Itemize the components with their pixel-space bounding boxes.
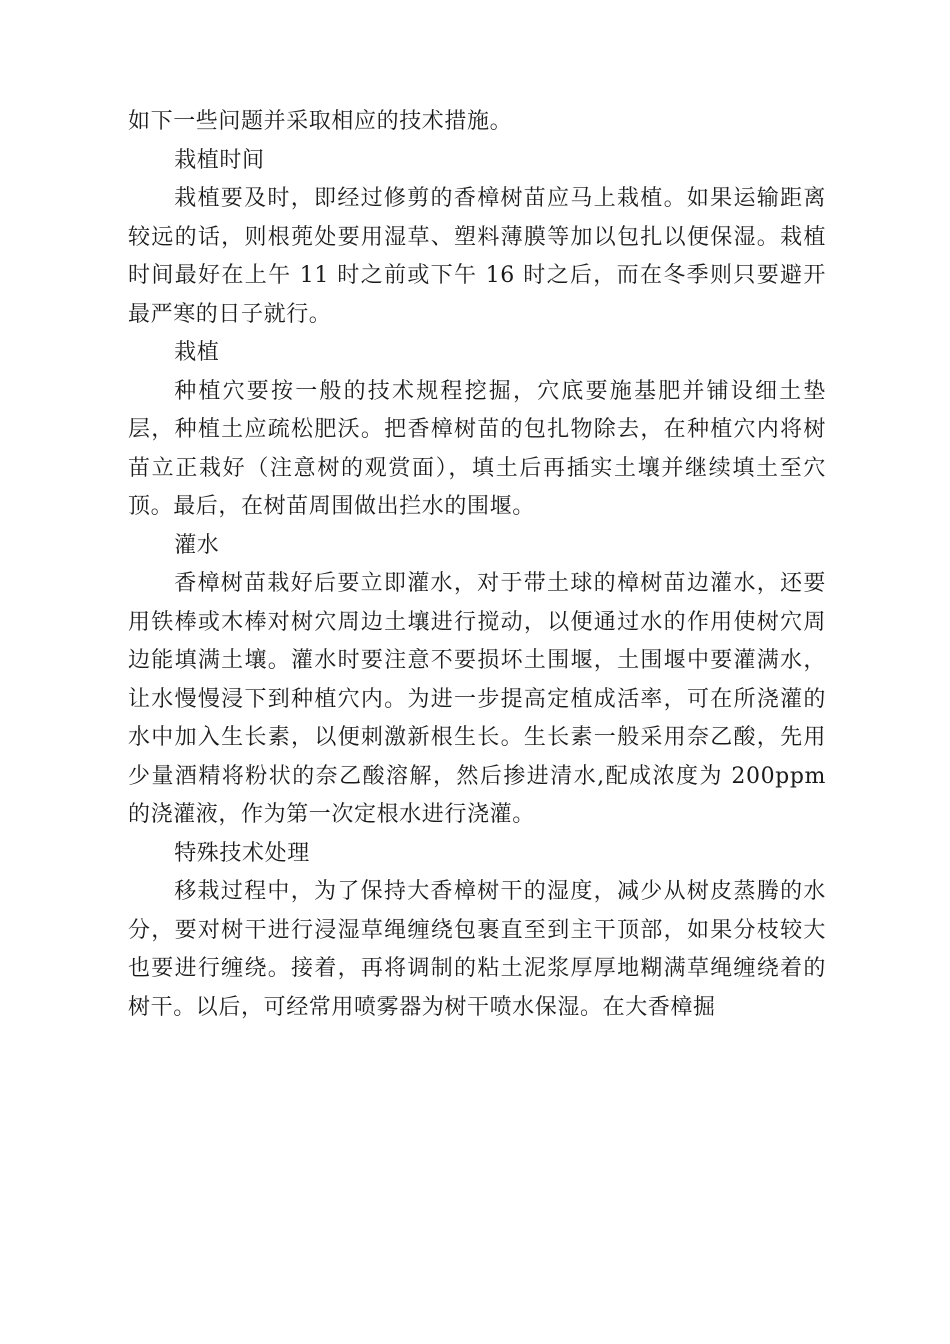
section-heading-planting: 栽植 [174, 340, 220, 365]
paragraph-continuation: 如下一些问题并采取相应的技术措施。 [128, 109, 513, 134]
paragraph-watering: 香樟树苗栽好后要立即灌水，对于带土球的樟树苗边灌水，还要用铁棒或木棒对树穴周边土壤进行搅动，以便通过水的作用使树穴周边能填满土壤。灌水时要注意不要损坏土围堰，土围堰中要灌满水，让水慢慢浸下到种植穴内。为进一步提高定植成活率，可在所浇灌的水中加入生长素，以便刺激新根生长。生长素一般采用奈乙酸，先用少量酒精将粉状的奈乙酸溶解，然后掺进清水,配成浓度为 200ppm 的浇灌液，作为第一次定根水进行浇灌。 [128, 571, 826, 827]
section-heading-watering: 灌水 [174, 532, 220, 558]
section-heading-special-treatment: 特殊技术处理 [174, 840, 310, 866]
document-body [128, 103, 826, 1027]
paragraph-special-treatment: 移栽过程中，为了保持大香樟树干的湿度，减少从树皮蒸腾的水分，要对树干进行浸湿草绳缠绕包裹直至到主干顶部，如果分枝较大也要进行缠绕。接着，再将调制的粘土泥浆厚厚地糊满草绳缠绕着的树干。以后，可经常用喷雾器为树干喷水保湿。在大香樟掘 [128, 879, 826, 1020]
section-heading-planting-time: 栽植时间 [174, 147, 265, 173]
paragraph-planting: 种植穴要按一般的技术规程挖掘，穴底要施基肥并铺设细土垫层，种植土应疏松肥沃。把香樟树苗的包扎物除去，在种植穴内将树苗立正栽好（注意树的观赏面），填土后再插实土壤并继续填土至穴顶。最后，在树苗周围做出拦水的围堰。 [128, 378, 826, 519]
paragraph-planting-time: 栽植要及时，即经过修剪的香樟树苗应马上栽植。如果运输距离较远的话，则根蔸处要用湿草、塑料薄膜等加以包扎以便保湿。栽植时间最好在上午 11 时之前或下午 16 时之后，而在冬季则只要避开最严寒的日子就行。 [128, 186, 826, 327]
